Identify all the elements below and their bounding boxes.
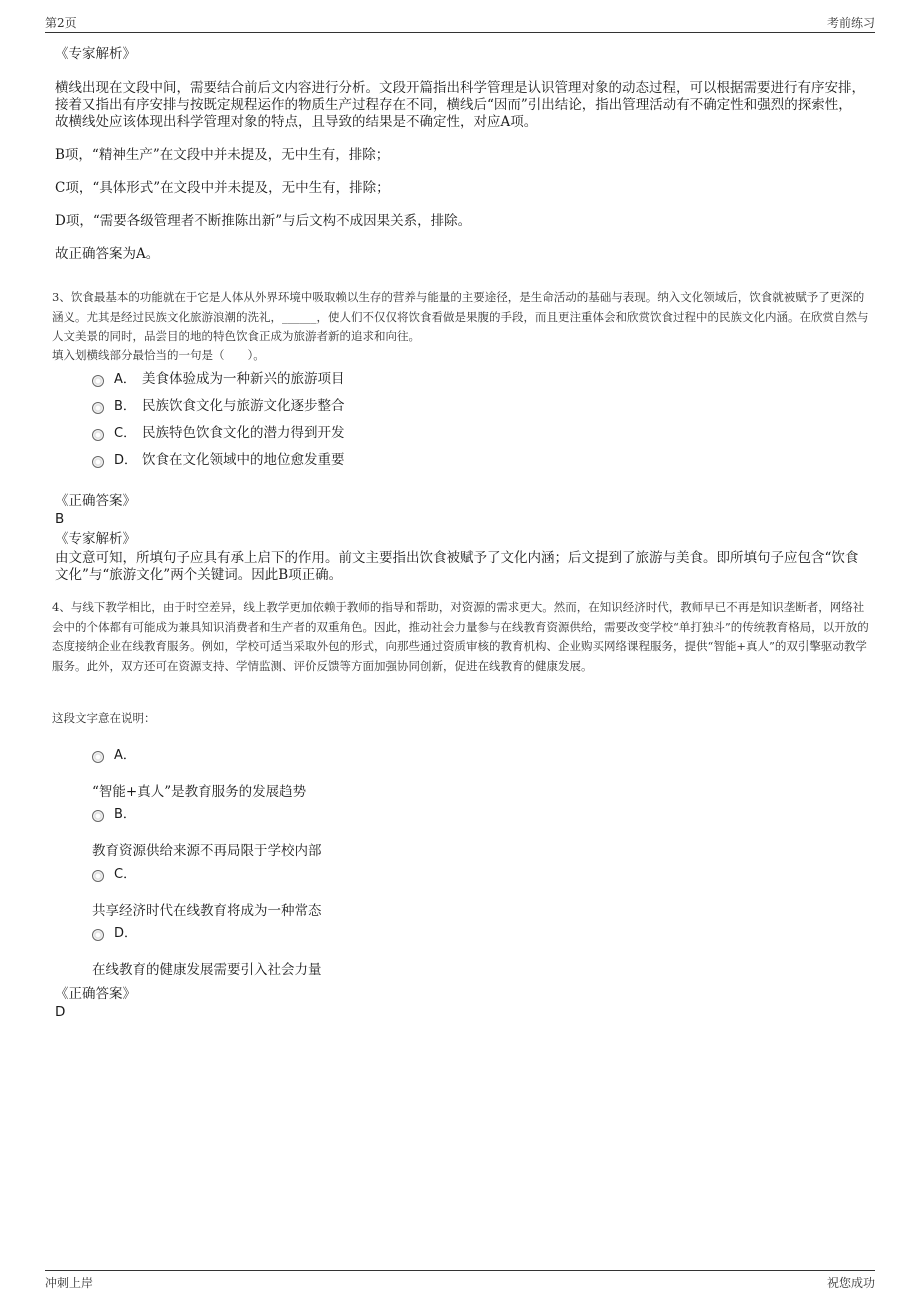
q4-option-c-text: 共享经济时代在线教育将成为一种常态 — [92, 903, 322, 919]
q2-analysis-title: 《专家解析》 — [55, 46, 136, 62]
q3-option-a[interactable]: A． 美食体验成为一种新兴的旅游项目 — [92, 369, 345, 389]
option-text: 饮食在文化领域中的地位愈发重要 — [142, 452, 345, 468]
q2-conclusion: 故正确答案为A。 — [55, 246, 160, 262]
q4-option-d-text: 在线教育的健康发展需要引入社会力量 — [92, 962, 322, 978]
q3-option-c[interactable]: C． 民族特色饮食文化的潜力得到开发 — [92, 423, 345, 443]
q4-answer-title: 《正确答案》 — [55, 986, 136, 1002]
q3-answer-title: 《正确答案》 — [55, 493, 136, 509]
q3-option-b[interactable]: B． 民族饮食文化与旅游文化逐步整合 — [92, 396, 345, 416]
page-header — [45, 12, 875, 33]
q4-option-c[interactable]: C． — [92, 864, 136, 884]
footer-left-text: 冲刺上岸 — [45, 1276, 94, 1290]
page-footer — [45, 1270, 875, 1293]
q4-option-a-text: “智能+真人”是教育服务的发展趋势 — [92, 784, 307, 800]
radio-icon[interactable] — [92, 402, 104, 414]
q4-prompt: 这段文字意在说明： — [52, 711, 156, 725]
radio-icon[interactable] — [92, 456, 104, 468]
radio-icon[interactable] — [92, 810, 104, 822]
q4-option-b[interactable]: B． — [92, 804, 136, 824]
q2-option-c-note: C项，“具体形式”在文段中并未提及，无中生有，排除； — [55, 180, 390, 196]
q3-stem: 3、饮食最基本的功能就在于它是人体从外界环境中吸取赖以生存的营养与能量的主要途径，是生命活动的基础与表现。纳入文化领域后，饮食就被赋予了更深的涵义。尤其是经过民族文化旅游浪潮的洗礼，______，使人们不仅仅将饮食看做是果腹的手段，而且更注重体会和欣赏饮食过程中的民族文化内涵。在欣赏自然与人文美景的同时，品尝目的地的特色饮食正成为旅游者新的追求和向往。 — [52, 290, 869, 343]
radio-icon[interactable] — [92, 429, 104, 441]
q3-prompt: 填入划横线部分最恰当的一句是（ ）。 — [52, 348, 265, 362]
q2-option-d-note: D项，“需要各级管理者不断推陈出新”与后文构不成因果关系，排除。 — [55, 213, 472, 229]
option-text: 美食体验成为一种新兴的旅游项目 — [142, 371, 345, 387]
footer-right-text: 祝您成功 — [826, 1276, 875, 1290]
header-title: 考前练习 — [826, 16, 875, 30]
radio-icon[interactable] — [92, 375, 104, 387]
q2-option-b-note: B项，“精神生产”在文段中并未提及，无中生有，排除； — [55, 147, 390, 163]
q4-option-d[interactable]: D． — [92, 923, 137, 943]
q3-answer: B — [55, 511, 65, 527]
q2-analysis-text: 横线出现在文段中间，需要结合前后文内容进行分析。文段开篇指出科学管理是认识管理对象的动态过程，可以根据需要进行有序安排，接着又指出有序安排与按既定规程运作的物质生产过程存在不同，横线后“因而”引出结论，指出管理活动有不确定性和强烈的探索性，故横线处应该体现出科学管理对象的特点，且导致的结果是不确定性，对应A项。 — [55, 80, 865, 130]
radio-icon[interactable] — [92, 929, 104, 941]
q4-option-a[interactable]: A． — [92, 745, 136, 765]
radio-icon[interactable] — [92, 870, 104, 882]
q3-analysis-title: 《专家解析》 — [55, 531, 136, 547]
q3-analysis-text: 由文意可知，所填句子应具有承上启下的作用。前文主要指出饮食被赋予了文化内涵；后文提到了旅游与美食。即所填句子应包含“饮食文化”与“旅游文化”两个关键词。因此B项正确。 — [55, 550, 859, 583]
option-text: 民族特色饮食文化的潜力得到开发 — [142, 425, 345, 441]
page-number: 第2页 — [45, 16, 77, 30]
q3-option-d[interactable]: D． 饮食在文化领域中的地位愈发重要 — [92, 450, 345, 470]
q4-stem: 4、与线下教学相比，由于时空差异，线上教学更加依赖于教师的指导和帮助，对资源的需求更大。然而，在知识经济时代，教师早已不再是知识垄断者，网络社会中的个体都有可能成为兼具知识消费者和生产者的双重角色。因此，推动社会力量参与在线教育资源供给，需要改变学校“单打独斗”的传统教育格局，以开放的态度接纳企业在线教育服务。例如，学校可适当采取外包的形式，向那些通过资质审核的教育机构、企业购买网络课程服务，提供“智能+真人”的双引擎驱动教学服务。此外，双方还可在资源支持、学情监测、评价反馈等方面加强协同创新，促进在线教育的健康发展。 — [52, 600, 869, 673]
radio-icon[interactable] — [92, 751, 104, 763]
option-text: 民族饮食文化与旅游文化逐步整合 — [142, 398, 345, 414]
q4-answer: D — [55, 1004, 66, 1020]
q4-option-b-text: 教育资源供给来源不再局限于学校内部 — [92, 843, 322, 859]
